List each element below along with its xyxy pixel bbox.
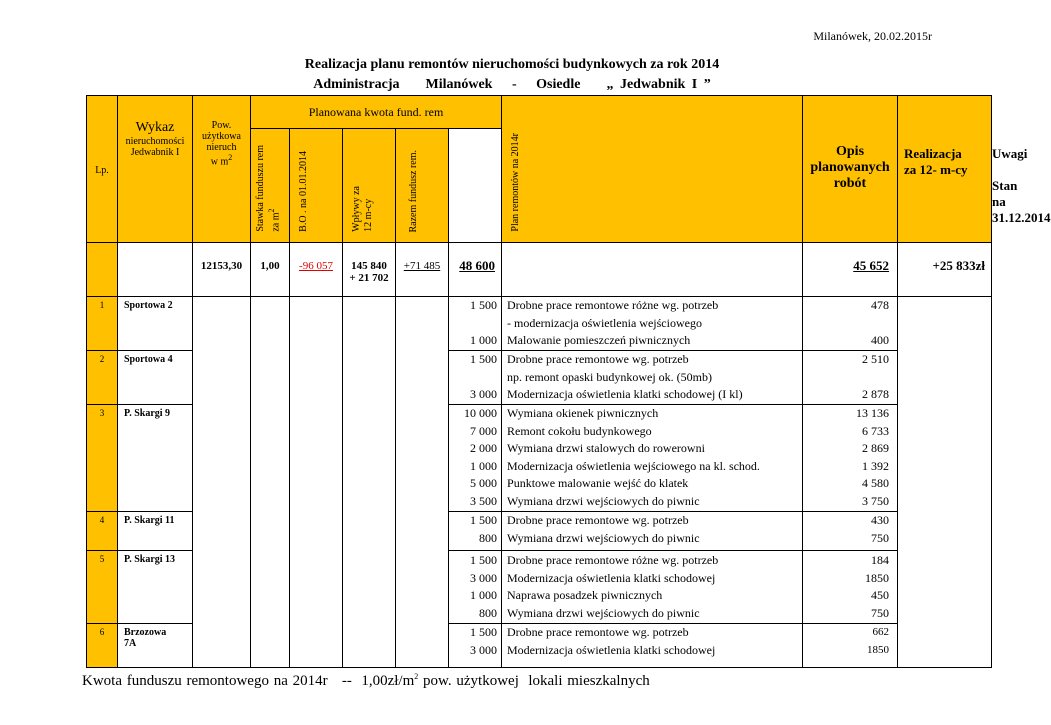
header-razem: Razem fundusz rem. (396, 129, 449, 243)
row-real: 662 1850 (803, 624, 898, 668)
summary-row (87, 243, 992, 297)
header-realizacja: Realizacja za 12- m-cy (898, 96, 992, 243)
row-opis: Drobne prace remontowe różne wg. potrzeb Modernizacja oświetlenia klatki schodowej Naprawa posadzek piwnicznych Wymiana drzwi wejściowych do piwnic (502, 551, 803, 624)
summary-plan: 48 600 (449, 243, 502, 297)
row-name: Brzozowa 7A (118, 624, 193, 668)
table-row (87, 297, 992, 351)
row-opis: Drobne prace remontowe wg. potrzeb Wymiana drzwi wejściowych do piwnic (502, 512, 803, 551)
row-lp: 3 (87, 405, 118, 512)
row-plan: 1 500 1 000 (449, 297, 502, 351)
header-plan: Plan remontów na 2014r (502, 96, 803, 243)
summary-wplywy: 145 840 + 21 702 (343, 243, 396, 297)
summary-uwagi: +25 833zł (898, 243, 992, 297)
header-planowana: Planowana kwota fund. rem (251, 96, 502, 129)
row-real: 478 400 (803, 297, 898, 351)
row-name: Sportowa 4 (118, 351, 193, 405)
row-name: Sportowa 2 (118, 297, 193, 351)
summary-realizacja: 45 652 (803, 243, 898, 297)
row-name: P. Skargi 9 (118, 405, 193, 512)
header-lp: Lp. (87, 96, 118, 243)
summary-pow: 12153,30 (193, 243, 251, 297)
row-plan: 1 500 800 (449, 512, 502, 551)
row-opis: Drobne prace remontowe wg. potrzeb np. remont opaski budynkowej ok. (50mb) Modernizacja oświetlenia klatki schodowej (I kl) (502, 351, 803, 405)
row-lp: 5 (87, 551, 118, 624)
row-name: P. Skargi 11 (118, 512, 193, 551)
row-real: 184 1850 450 750 (803, 551, 898, 624)
row-opis: Drobne prace remontowe różne wg. potrzeb - modernizacja oświetlenia wejściowego Malowanie pomieszczeń piwnicznych (502, 297, 803, 351)
summary-razem: +71 485 (396, 243, 449, 297)
row-lp: 2 (87, 351, 118, 405)
footer-note: Kwota funduszu remontowego na $2014r -- 1,00zł/m^2$ pow. użytkowej lokali mieszkalnych (82, 672, 650, 689)
header-wplywy: Wpływy za 12 m-cy (343, 129, 396, 243)
row-lp: 4 (87, 512, 118, 551)
row-plan: 1 500 3 000 (449, 351, 502, 405)
header-bo: B.O . na 01.01.2014 (290, 129, 343, 243)
header-pow: Pow. użytkowa nieruch w $m^2$ (193, 96, 251, 243)
repair-plan-table: Lp. Wykaz nieruchomości Jedwabnik I Pow. użytkowa nieruch w $m^2$ Planowana kwota fund. rem Plan remontów na 2014r Opis planowanych robót Realizacja za 12- m-cy Uwagi Stan na 31.12.2014 Stawka funduszu rem za $m^2$ B.O . na 01.01.2014 Wpływy za 12 m-cy Razem fundusz rem. 12153,30 1,00 -96 057 145 840 + 21 702 +71 485 48 600 45 652 +25 833zł 1 Sportowa 2 1 500 1 000 Drobne prace remontowe różne wg. potrzeb - modernizacja oświetlenia wejściowego Malowanie pomieszczeń piwnicznych 478 400 2 Sportowa 4 1 500 3 000 Drobne prace remontowe wg. potrzeb np. remont opaski budynkowej ok. (50mb) Modernizacja oświetlenia klatki schodowej (I kl) 2 510 2 878 3 P. Skargi 9 10 000 7 000 2 000 1 000 5 000 3 500 Wymiana okienek piwnicznych Remont cokołu budynkowego Wymiana drzwi stalowych do rowerowni Modernizacja oświetlenia wejściowego na kl. schod. Punktowe malowanie wejść do klatek Wymiana drzwi wejściowych do piwnic 13 136 6 733 2 869 1 392 4 580 3 750 4 P. Skargi 11 1 500 800 Drobne prace remontowe wg. potrzeb Wymiana drzwi wejściowych do piwnic 430 750 5 P. Skargi 13 1 500 3 000 1 000 800 Drobne prace remontowe różne wg. potrzeb Modernizacja oświetlenia klatki schodowej Naprawa posadzek piwnicznych Wymiana drzwi wejściowych do piwnic 184 1850 450 750 6 Brzozowa 7A 1 500 3 000 Drobne prace remontowe wg. potrzeb Modernizacja oświetlenia klatki schodowej 662 1850 (86, 95, 992, 668)
row-real: 13 136 6 733 2 869 1 392 4 580 3 750 (803, 405, 898, 512)
row-real: 430 750 (803, 512, 898, 551)
document-subtitle: Administracja Milanówek - Osiedle „ Jedwabnik I ” (313, 77, 711, 92)
summary-stawka: 1,00 (251, 243, 290, 297)
header-wykaz: Wykaz nieruchomości Jedwabnik I (118, 96, 193, 243)
document-title: Realizacja planu remontów nieruchomości budynkowych za rok 2014 (304, 57, 720, 72)
row-plan: 10 000 7 000 2 000 1 000 5 000 3 500 (449, 405, 502, 512)
row-plan: 1 500 3 000 (449, 624, 502, 668)
row-name: P. Skargi 13 (118, 551, 193, 624)
row-real: 2 510 2 878 (803, 351, 898, 405)
row-opis: Wymiana okienek piwnicznych Remont cokołu budynkowego Wymiana drzwi stalowych do rowerowni Modernizacja oświetlenia wejściowego na kl. schod. Punktowe malowanie wejść do klatek Wymiana drzwi wejściowych do piwnic (502, 405, 803, 512)
document-date: Milanówek, 20.02.2015r (813, 29, 932, 43)
row-lp: 1 (87, 297, 118, 351)
header-stawka: Stawka funduszu rem za $m^2$ (251, 129, 290, 243)
summary-bo: -96 057 (290, 243, 343, 297)
header-opis: Opis planowanych robót (803, 96, 898, 243)
row-plan: 1 500 3 000 1 000 800 (449, 551, 502, 624)
row-opis: Drobne prace remontowe wg. potrzeb Modernizacja oświetlenia klatki schodowej (502, 624, 803, 668)
row-lp: 6 (87, 624, 118, 668)
